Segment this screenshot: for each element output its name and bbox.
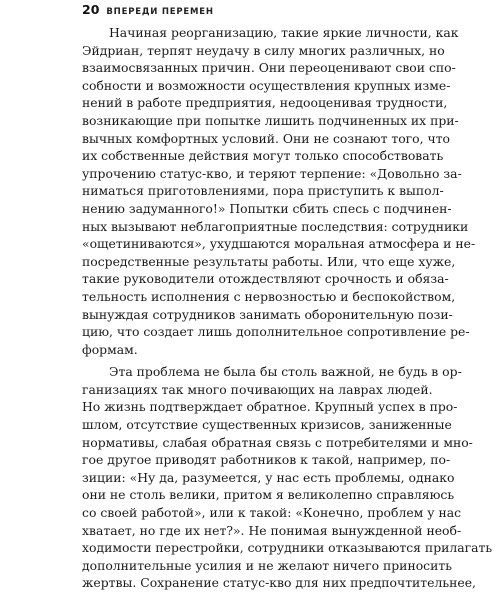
text-line: Эта проблема не была бы столь важной, не будь в ор- — [109, 364, 462, 380]
text-line: цию, что создает лишь дополнительное сопротивление ре- — [82, 324, 470, 340]
text-line: «ощетиниваются», ухудшаются моральная атмосфера и не- — [82, 236, 476, 252]
text-line: Но жизнь подтверждает обратное. Крупный успех в про- — [82, 399, 458, 415]
text-line: они не столь велики, притом я великолепно справляюсь — [82, 487, 455, 503]
text-line: вычных комфортных условий. Они не сознают того, что — [82, 130, 451, 146]
text-line: хватает, но где их нет?». Не понимая вынужденной необ- — [82, 522, 462, 538]
text-line: нормативы, слабая обратная связь с потребителями и мно- — [82, 434, 473, 450]
text-line: возникающие при попытке лишить подчиненных их при- — [82, 112, 459, 128]
text-line: гое другое приводят работников к такой, например, по- — [82, 452, 451, 468]
text-line: собности и возможности осуществления крупных изме- — [82, 77, 451, 93]
text-line: их собственные действия могут только способствовать — [82, 148, 444, 164]
text-line: ганизациях так много почивающих на лаврах людей. — [82, 381, 433, 397]
paragraph — [82, 363, 493, 592]
text-line: шлом, отсутствие существенных кризисов, заниженные — [82, 417, 452, 433]
text-line: посредственные результаты работы. Или, что еще хуже, — [82, 253, 456, 269]
page-header — [82, 2, 214, 16]
page-number: 20 — [82, 2, 100, 17]
text-line: формам. — [82, 341, 138, 357]
paragraph — [82, 24, 476, 358]
text-line: ходимости перестройки, сотрудники отказываются прилагать — [82, 540, 493, 556]
body-text — [82, 24, 493, 592]
text-line: ниматься приготовлениями, пора приступить к выпол- — [82, 183, 444, 199]
text-line: нений в работе предприятия, недооценивая трудности, — [82, 95, 448, 111]
text-line: тельность исполнения с нервозностью и беспокойством, — [82, 288, 456, 304]
text-line: со своей работой», или к такой: «Конечно, проблем у нас — [82, 505, 462, 521]
text-line: такие руководители отождествляют срочность и обяза- — [82, 271, 449, 287]
text-line: взаимосвязанных причин. Они переоценивают свои спо- — [82, 60, 456, 76]
text-line: дополнительные усилия и не желают ничего приносить — [82, 557, 452, 573]
text-line: вынуждая сотрудников занимать оборонительную пози- — [82, 306, 453, 322]
text-line: Начиная реорганизацию, такие яркие личности, как — [109, 25, 459, 40]
text-line: зиции: «Ну да, разумеется, у нас есть проблемы, однако — [82, 469, 455, 485]
running-title: ВПЕРЕДИ ПЕРЕМЕН — [106, 7, 214, 17]
text-line: нению задуманного!» Попытки сбить спесь с подчинен- — [82, 200, 452, 216]
text-line: жертвы. Сохранение статус-кво для них предпочтительнее, — [82, 575, 476, 591]
text-line: упрочению статус-кво, и теряют терпение: «Довольно за- — [82, 165, 462, 181]
text-line: Эйдриан, терпят неудачу в силу многих различных, но — [82, 42, 445, 58]
text-line: ных вызывают неблагоприятные последствия: сотрудники — [82, 218, 469, 234]
